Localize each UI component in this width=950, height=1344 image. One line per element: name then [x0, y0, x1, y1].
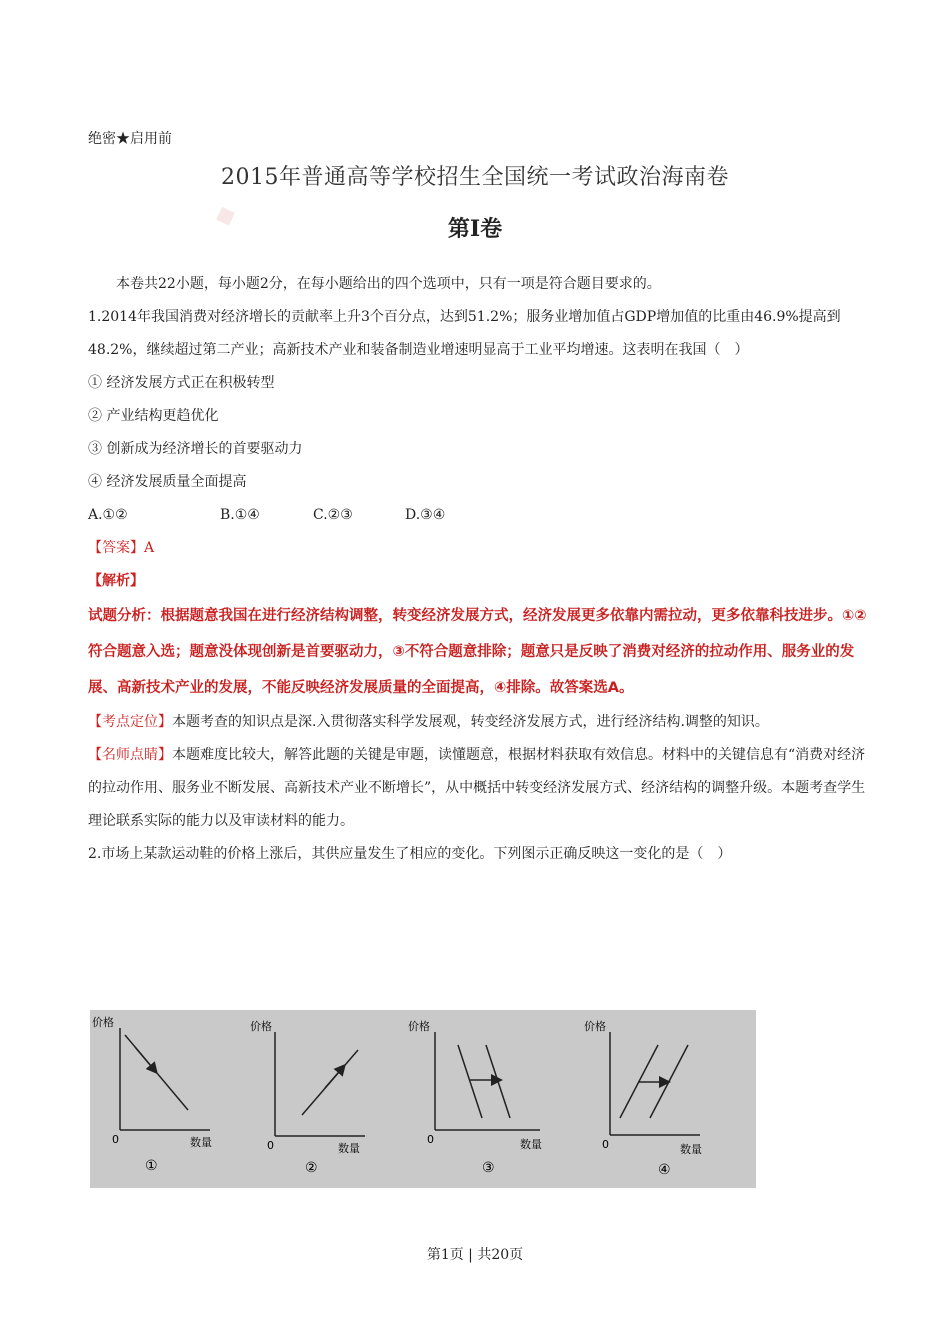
analysis-label: 【解析】 [88, 573, 144, 589]
graph-3-origin: 0 [427, 1133, 434, 1146]
option-a: A.①② [88, 507, 128, 523]
content-body [88, 268, 868, 871]
q1-item: ② 产业结构更趋优化 [88, 408, 219, 424]
section-intro: 本卷共22小题，每小题2分，在每小题给出的四个选项中，只有一项是符合题目要求的。 [116, 276, 661, 292]
answer-line: 【答案】A [88, 540, 155, 556]
graph-3-caption: ③ [482, 1160, 495, 1176]
q1-item: ③ 创新成为经济增长的首要驱动力 [88, 441, 303, 457]
graph-3-xlabel: 数量 [520, 1138, 542, 1151]
graph-4-caption: ④ [658, 1162, 671, 1178]
q2-stem: 2.市场上某款运动鞋的价格上涨后，其供应量发生了相应的变化。下列图示正确反映这一变化的是（ ） [88, 846, 732, 862]
graph-1 [92, 1015, 212, 1174]
q1-item: ④ 经济发展质量全面提高 [88, 474, 247, 490]
graph-4-xlabel: 数量 [680, 1143, 702, 1156]
analysis-text: 试题分析：根据题意我国在进行经济结构调整，转变经济发展方式，经济发展更多依靠内需拉动，更多依靠科技进步。①②符合题意入选；题意没体现创新是首要驱动力，③不符合题意排除；题意只是反映了消费对经济的拉动作用、服务业的发展、高新技术产业的发展，不能反映经济发展质量的全面提高，④排除。故答案选A。 [88, 608, 867, 696]
mingshi-text: 本题难度比较大，解答此题的关键是审题，读懂题意，根据材料获取有效信息。材料中的关键信息有“消费对经济的拉动作用、服务业不断发展、高新技术产业不断增长”，从中概括中转变经济发展方式、经济结构的调整升级。本题考查学生理论联系实际的能力以及审读材料的能力。 [88, 747, 866, 829]
kaodian-paragraph [88, 706, 868, 739]
graph-1-ylabel: 价格 [92, 1016, 114, 1029]
mingshi-label: 【名师点睛】 [88, 747, 172, 763]
page-footer: 第1页 | 共20页 [426, 1247, 524, 1263]
graph-2-xlabel: 数量 [338, 1142, 360, 1155]
graph-1-xlabel: 数量 [190, 1136, 212, 1149]
option-c: C.②③ [313, 507, 353, 523]
volume-title: 第Ⅰ卷 [447, 216, 503, 242]
watermark-logo: ◆ [210, 197, 240, 233]
graph-2-ylabel: 价格 [250, 1020, 272, 1033]
exam-title: 2015年普通高等学校招生全国统一考试政治海南卷 [221, 165, 729, 190]
option-b: B.①④ [220, 507, 260, 523]
kaodian-text: 本题考查的知识点是深.入贯彻落实科学发展观，转变经济发展方式，进行经济结构.调整的知识。 [172, 714, 769, 730]
option-d: D.③④ [405, 507, 446, 523]
kaodian-label: 【考点定位】 [88, 714, 172, 730]
q1-stem: 1.2014年我国消费对经济增长的贡献率上升3个百分点，达到51.2%；服务业增加值占GDP增加值的比重由46.9%提高到48.2%，继续超过第二产业；高新技术产业和装备制造业增速明显高于工业平均增速。这表明在我国（ ） [88, 309, 841, 358]
supply-graphs-figure [90, 1010, 756, 1188]
graph-2 [250, 1019, 365, 1176]
graph-2-origin: 0 [267, 1139, 274, 1152]
graph-3-ylabel: 价格 [408, 1020, 430, 1033]
q1-options [88, 499, 868, 532]
q1-item: ① 经济发展方式正在积极转型 [88, 375, 275, 391]
graph-2-caption: ② [305, 1160, 318, 1176]
graph-4-origin: 0 [602, 1138, 609, 1151]
graph-3 [408, 1019, 542, 1176]
graph-1-origin: 0 [112, 1133, 119, 1146]
graph-4 [584, 1019, 702, 1178]
graph-4-ylabel: 价格 [584, 1020, 606, 1033]
confidential-label: 绝密★启用前 [88, 131, 172, 147]
graphs-svg [90, 1010, 756, 1188]
mingshi-paragraph [88, 739, 868, 838]
graph-1-caption: ① [145, 1158, 158, 1174]
